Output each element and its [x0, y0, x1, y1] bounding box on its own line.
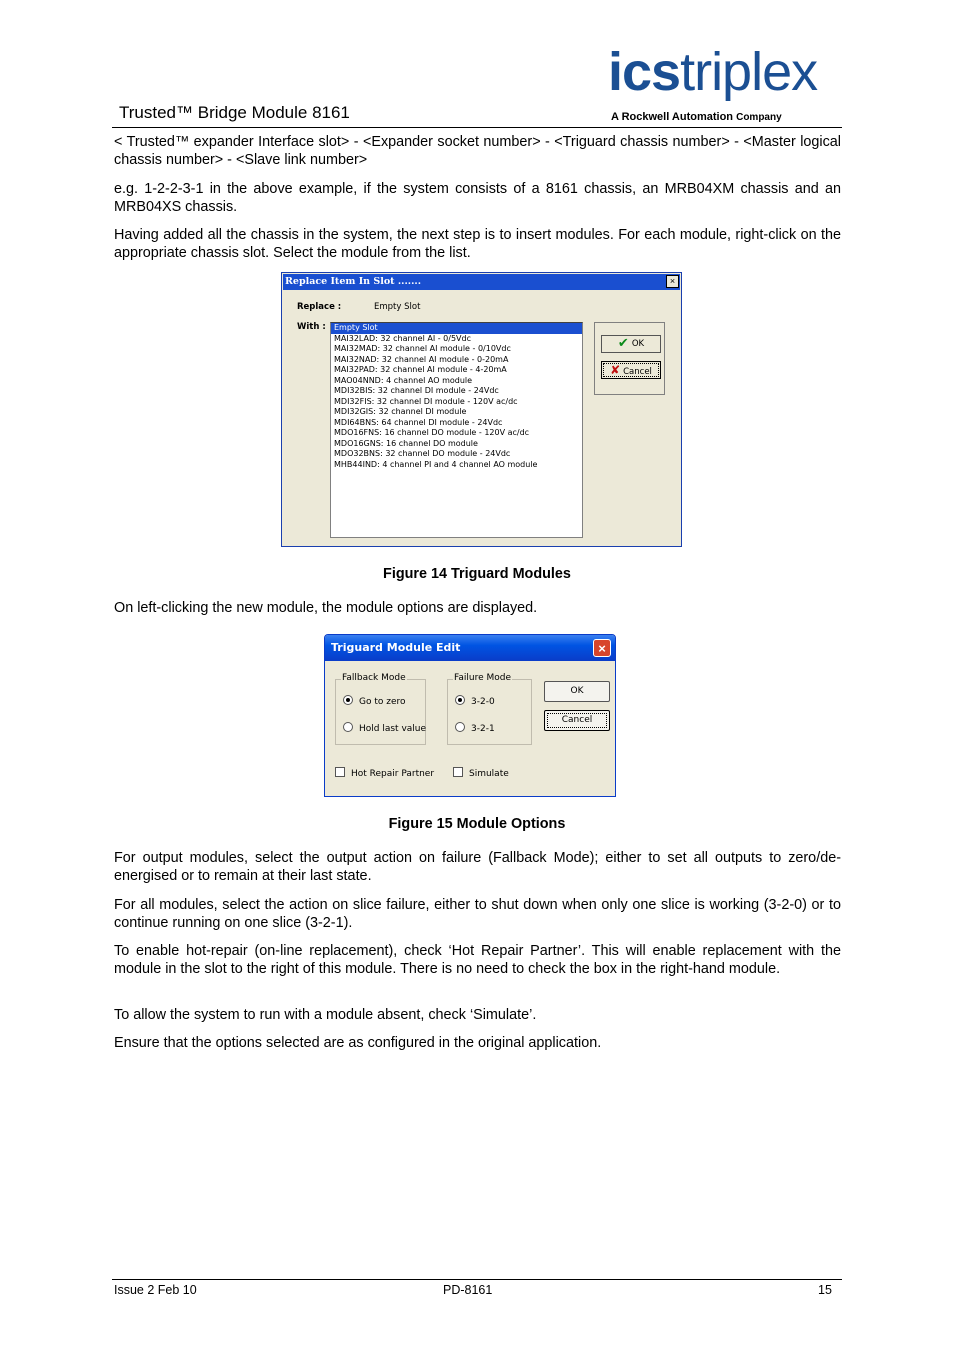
- close-icon[interactable]: ×: [593, 639, 611, 657]
- paragraph-simulate: To allow the system to run with a module absent, check ‘Simulate’.: [114, 1007, 537, 1023]
- radio-3-2-0[interactable]: [455, 695, 495, 707]
- ok-button[interactable]: [601, 335, 661, 353]
- list-item[interactable]: MAI32PAD: 32 channel AI module - 4-20mA: [334, 365, 507, 374]
- document-title: Trusted™ Bridge Module 8161: [119, 103, 350, 122]
- failure-mode-title: Failure Mode: [454, 673, 511, 683]
- paragraph-hot-repair: To enable hot-repair (on-line replacement), check ‘Hot Repair Partner’. This will enable replacement with the module in the slot to the right of this module. There is no need to check the box in the right-hand module.: [114, 943, 841, 977]
- ok-label: OK: [631, 339, 645, 349]
- cancel-button[interactable]: Cancel: [544, 710, 610, 731]
- close-icon[interactable]: ×: [666, 275, 679, 288]
- list-item[interactable]: MAI32LAD: 32 channel AI - 0/5Vdc: [334, 333, 471, 343]
- simulate-label: Simulate: [469, 769, 509, 779]
- button-group: [594, 322, 665, 395]
- list-item[interactable]: MDI32FIS: 32 channel DI module - 120V ac/dc: [334, 396, 518, 406]
- simulate-checkbox[interactable]: [453, 767, 509, 779]
- hold-last-value-label: Hold last value: [359, 724, 427, 734]
- paragraph-ensure: Ensure that the options selected are as configured in the original application.: [114, 1035, 602, 1051]
- ics-triplex-logo: [608, 42, 842, 130]
- list-item[interactable]: Empty Slot: [331, 323, 582, 334]
- list-item[interactable]: MDO16FNS: 16 channel DO module - 120V ac/dc: [334, 428, 530, 437]
- fallback-mode-title: Fallback Mode: [342, 673, 406, 683]
- list-item[interactable]: MDI32BIS: 32 channel DI module - 24Vdc: [334, 386, 499, 395]
- list-item[interactable]: MDO16GNS: 16 channel DO module: [334, 438, 478, 448]
- list-item[interactable]: MAO04NND: 4 channel AO module: [334, 375, 473, 385]
- replace-item-dialog: [281, 272, 682, 547]
- edit-dialog-title: Triguard Module Edit: [331, 641, 461, 654]
- hot-repair-label: Hot Repair Partner: [351, 769, 435, 779]
- logo-triplex: triplex: [680, 42, 818, 102]
- edit-dialog-titlebar: [325, 635, 615, 661]
- cancel-button[interactable]: [601, 361, 661, 379]
- page-number: 15: [818, 1283, 832, 1297]
- footer-doc-id: PD-8161: [443, 1283, 493, 1297]
- go-to-zero-label: Go to zero: [359, 697, 406, 707]
- paragraph-all-modules: For all modules, select the action on slice failure, either to shut down when only one slice is working (3-2-0) or to continue running on one slice (3-2-1).: [114, 897, 841, 931]
- triguard-module-edit-dialog: [324, 634, 616, 797]
- checkbox-icon: [453, 767, 463, 777]
- replace-dialog-titlebar: [283, 274, 680, 290]
- list-item[interactable]: MDI64BNS: 64 channel DI module - 24Vdc: [334, 417, 503, 427]
- check-icon: ✔: [617, 336, 629, 351]
- radio-hold-last-value[interactable]: [343, 722, 426, 734]
- figure-15-caption: Figure 15 Module Options: [388, 816, 566, 832]
- radio-selected-icon: [455, 695, 465, 705]
- fallback-mode-group: [335, 673, 427, 745]
- radio-go-to-zero[interactable]: [343, 695, 406, 707]
- replace-value: Empty Slot: [374, 302, 421, 312]
- logo-company: Company: [736, 112, 782, 123]
- footer-rule: [112, 1279, 842, 1280]
- list-item[interactable]: MDI32GIS: 32 channel DI module: [334, 407, 467, 416]
- paragraph-output-modules: For output modules, select the output action on failure (Fallback Mode); either to set all outputs to zero/de-energised or to remain at their last state.: [114, 850, 841, 884]
- paragraph-left-click: On left-clicking the new module, the module options are displayed.: [114, 600, 538, 616]
- list-item[interactable]: MAI32MAD: 32 channel AI module - 0/10Vdc: [334, 344, 511, 353]
- logo-ics: ics: [608, 42, 681, 102]
- footer-issue: Issue 2 Feb 10: [114, 1283, 197, 1297]
- failure-mode-group: [447, 673, 532, 745]
- cross-icon: ✘: [610, 363, 621, 377]
- cancel-label: Cancel: [623, 367, 652, 377]
- radio-selected-icon: [343, 695, 353, 705]
- figure-14-caption: Figure 14 Triguard Modules: [383, 566, 571, 582]
- list-item[interactable]: MHB44IND: 4 channel PI and 4 channel AO module: [334, 459, 538, 469]
- list-item[interactable]: MAI32NAD: 32 channel AI module - 0-20mA: [334, 354, 509, 364]
- with-label: With :: [297, 322, 326, 332]
- radio-3-2-1[interactable]: [455, 722, 495, 734]
- replace-dialog-title: Replace Item In Slot .......: [285, 276, 422, 287]
- replace-label: Replace :: [297, 302, 342, 312]
- ok-button[interactable]: OK: [544, 681, 610, 702]
- paragraph-format: < Trusted™ expander Interface slot> - <Expander socket number> - <Triguard chassis number> - <Master logical chassis number> - <Slave link number>: [114, 134, 841, 168]
- paragraph-example: e.g. 1-2-2-3-1 in the above example, if the system consists of a 8161 chassis, an MRB04XM chassis and an MRB04XS chassis.: [114, 181, 841, 215]
- header-rule: [112, 127, 842, 128]
- hot-repair-partner-checkbox[interactable]: [335, 767, 434, 779]
- module-listbox[interactable]: [330, 322, 583, 538]
- logo-tagline: A Rockwell Automation: [611, 111, 734, 123]
- paragraph-insert-modules: Having added all the chassis in the system, the next step is to insert modules. For each module, right-click on the appropriate chassis slot. Select the module from the list.: [114, 227, 841, 261]
- checkbox-icon: [335, 767, 345, 777]
- failure-321-label: 3-2-1: [471, 724, 495, 734]
- list-item[interactable]: MDO32BNS: 32 channel DO module - 24Vdc: [334, 449, 511, 458]
- radio-unselected-icon: [455, 722, 465, 732]
- radio-unselected-icon: [343, 722, 353, 732]
- failure-320-label: 3-2-0: [471, 697, 495, 707]
